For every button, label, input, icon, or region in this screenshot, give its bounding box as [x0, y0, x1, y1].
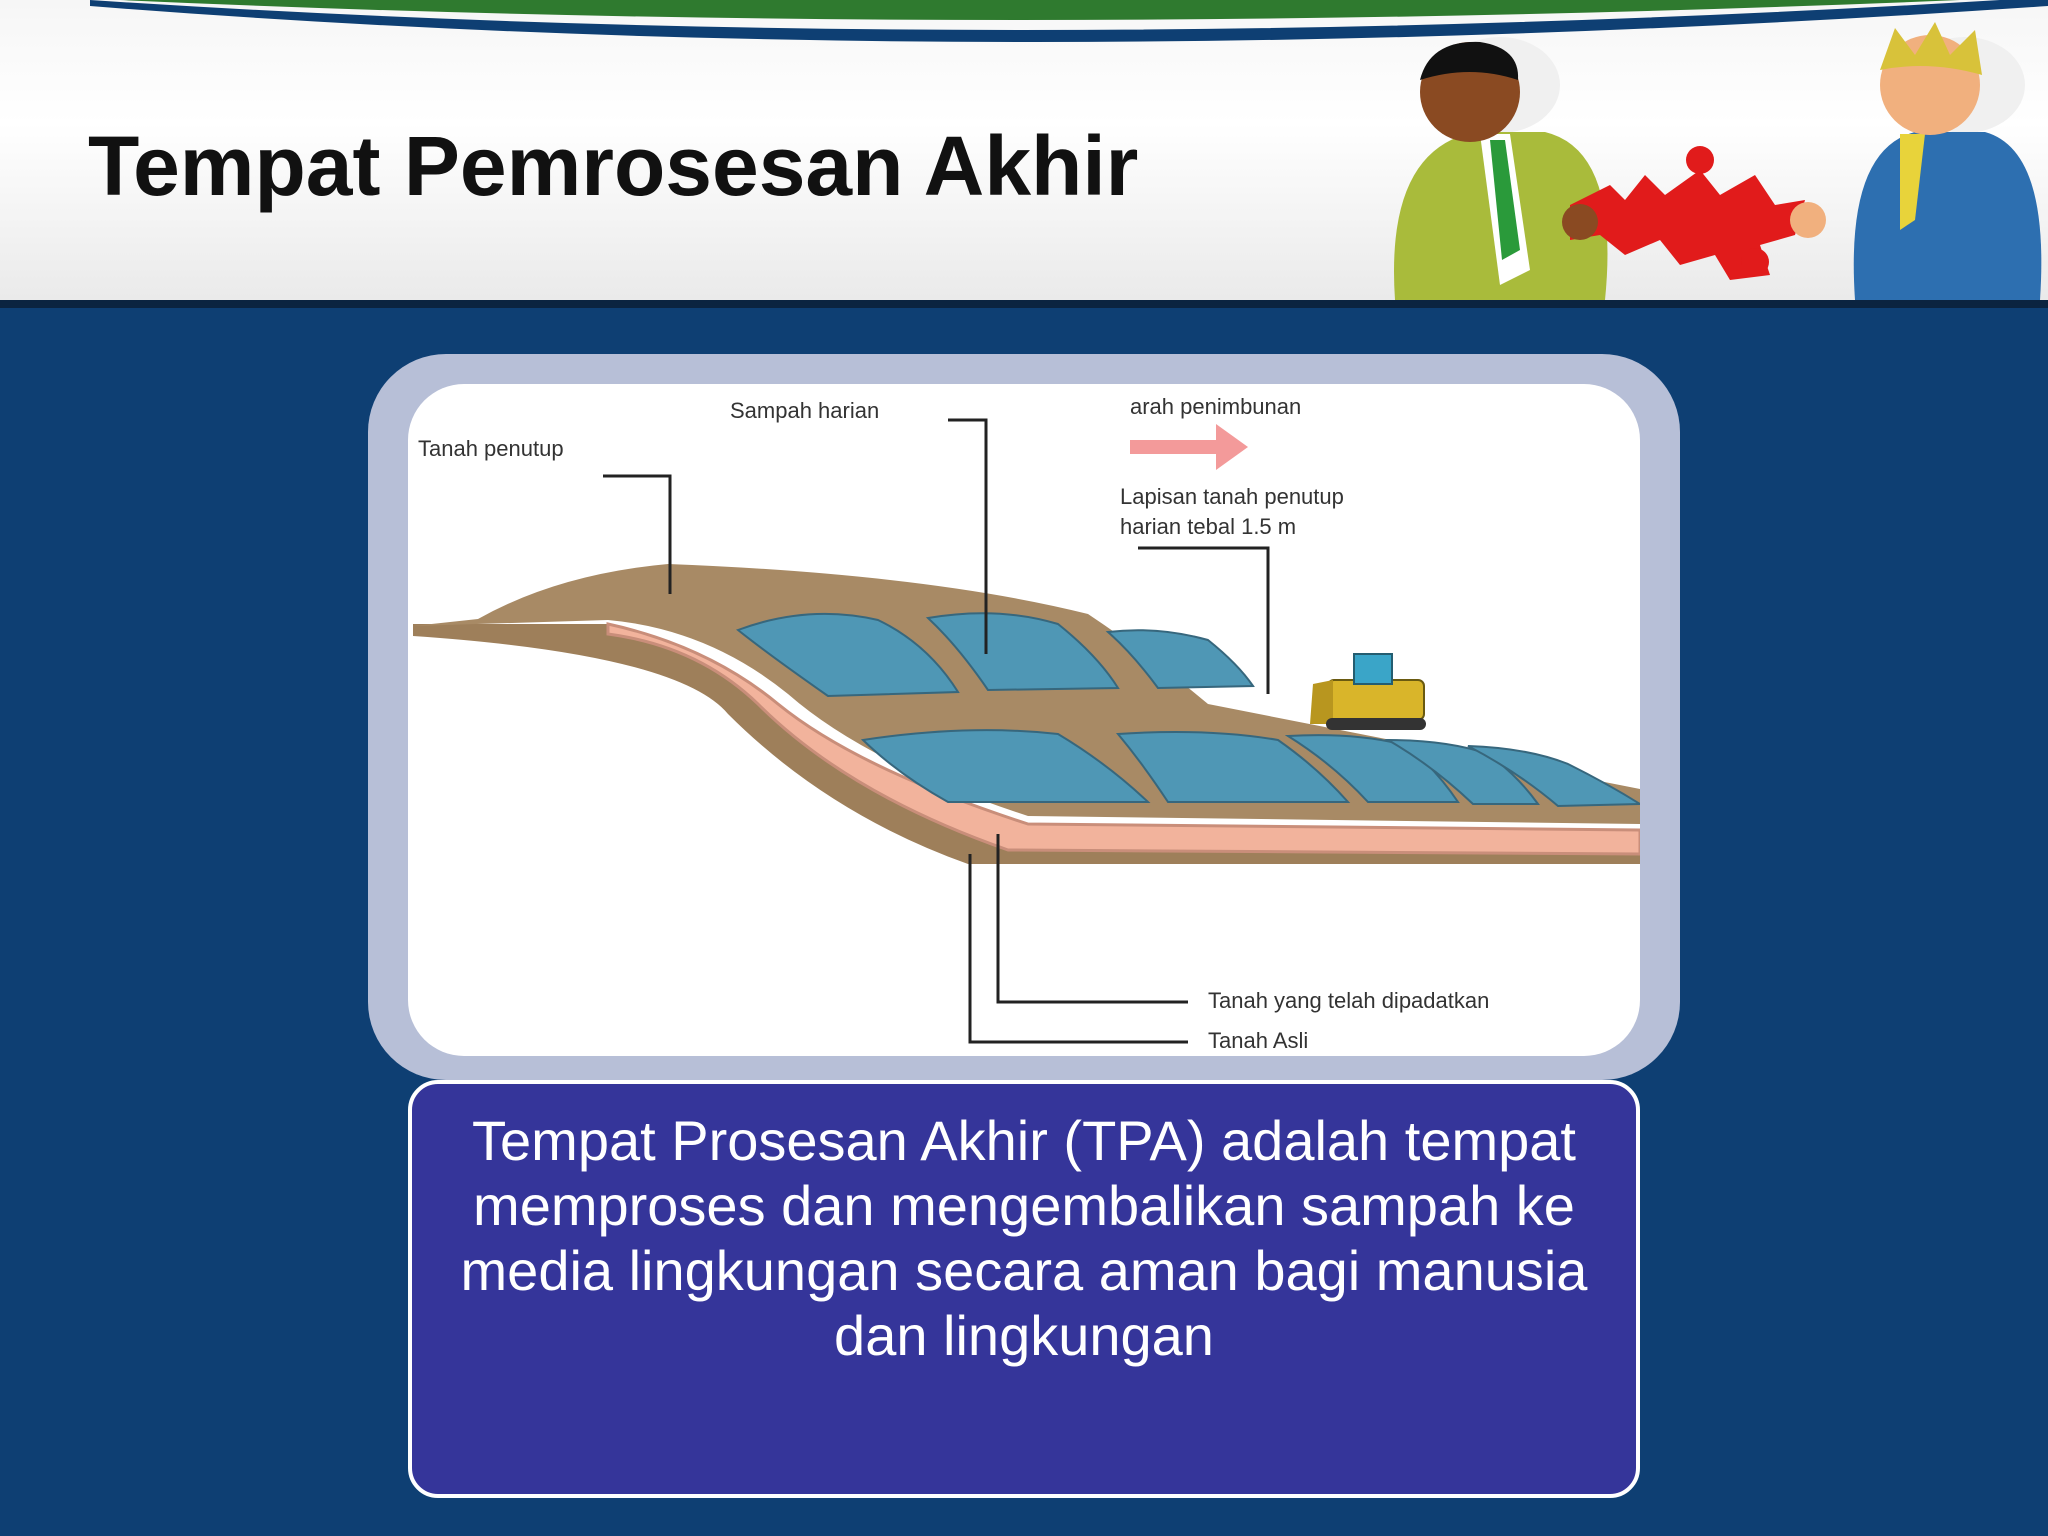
header-divider: [0, 300, 2048, 308]
arrow-right-icon: [1130, 424, 1248, 470]
label-arah-penimbunan: arah penimbunan: [1130, 394, 1302, 419]
label-tanah-penutup: Tanah penutup: [418, 436, 564, 461]
slide-header: [0, 0, 2048, 308]
label-sampah-harian: Sampah harian: [730, 398, 880, 423]
business-people-puzzle-icon: [1394, 22, 2041, 300]
landfill-diagram: [408, 384, 1640, 1056]
label-tanah-dipadatkan: Tanah yang telah dipadatkan: [1208, 988, 1490, 1013]
bulldozer-icon: [1310, 654, 1426, 730]
label-lapisan-line1: Lapisan tanah penutup: [1120, 484, 1344, 509]
landfill-cross-section: [408, 384, 1640, 1056]
caption-text: Tempat Prosesan Akhir (TPA) adalah tempat memproses dan mengembalikan sampah ke media lingkungan secara aman bagi manusia dan lingkungan: [460, 1109, 1588, 1367]
label-tanah-asli: Tanah Asli: [1208, 1028, 1309, 1053]
page-title: Tempat Pemrosesan Akhir: [88, 119, 1139, 213]
label-lapisan-line2: harian tebal 1.5 m: [1120, 514, 1297, 539]
